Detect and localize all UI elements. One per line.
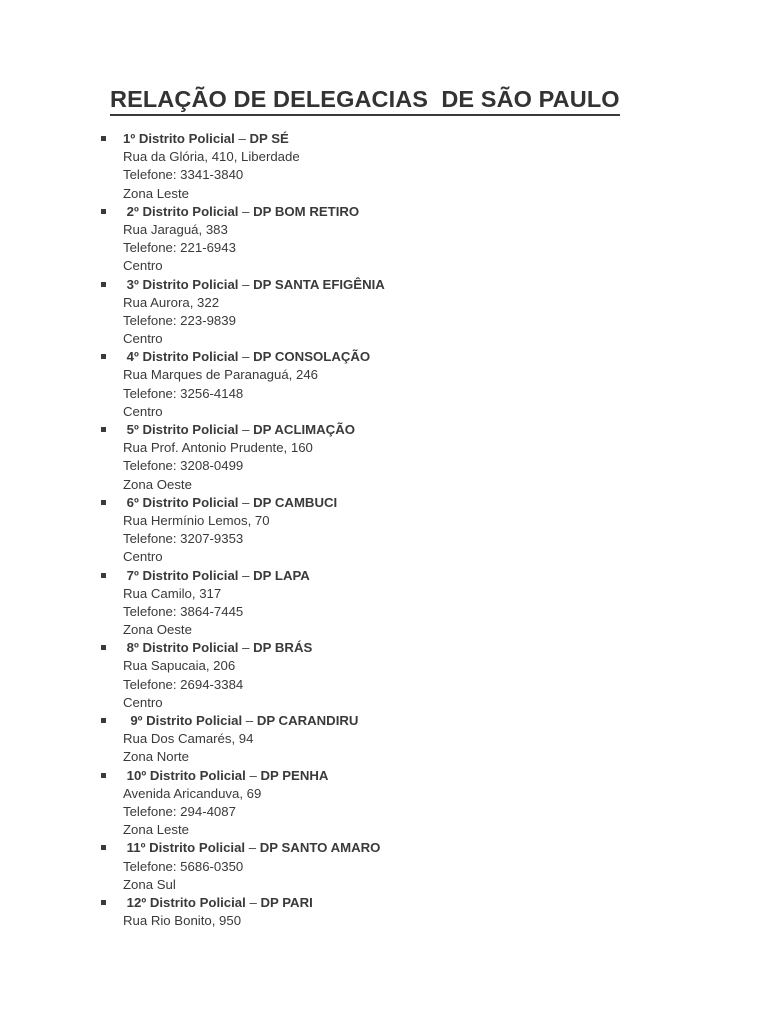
station-heading: 8º Distrito Policial – DP BRÁS: [123, 640, 313, 656]
list-item: [0, 348, 768, 421]
list-item: [0, 767, 768, 840]
district-label: 3º Distrito Policial: [123, 276, 239, 292]
station-name: DP CAMBUCI: [253, 494, 338, 510]
station-detail: Rua Hermínio Lemos, 70: [123, 512, 270, 528]
station-detail: Telefone: 5686-0350: [123, 858, 244, 874]
list-item: [0, 639, 768, 712]
station-name: DP PENHA: [260, 767, 329, 783]
station-detail: Centro: [123, 331, 163, 347]
station-detail: Rua Aurora, 322: [123, 294, 220, 310]
bullet-icon: [101, 645, 106, 650]
station-detail: Rua Sapucaia, 206: [123, 658, 236, 674]
station-name: DP BOM RETIRO: [253, 203, 360, 219]
bullet-icon: [101, 845, 106, 850]
station-detail: Rua Rio Bonito, 950: [123, 913, 242, 929]
station-heading: 3º Distrito Policial – DP SANTA EFIGÊNIA: [123, 276, 385, 292]
station-detail: Zona Oeste: [123, 476, 192, 492]
station-detail: Zona Oeste: [123, 622, 192, 638]
bullet-icon: [101, 718, 106, 723]
district-label: 11º Distrito Policial: [123, 840, 246, 856]
list-item: [0, 839, 768, 894]
station-detail: Zona Sul: [123, 876, 176, 892]
station-heading: 10º Distrito Policial – DP PENHA: [123, 767, 329, 783]
station-heading: 6º Distrito Policial – DP CAMBUCI: [123, 494, 338, 510]
station-name: DP SANTO AMARO: [259, 840, 381, 856]
station-name: DP PARI: [260, 894, 313, 910]
station-heading: 4º Distrito Policial – DP CONSOLAÇÃO: [123, 349, 371, 365]
bullet-icon: [101, 427, 106, 432]
police-station-list: [0, 130, 768, 930]
station-detail: Avenida Aricanduva, 69: [123, 785, 262, 801]
bullet-icon: [101, 500, 106, 505]
station-heading: 12º Distrito Policial – DP PARI: [123, 894, 313, 910]
station-name: DP BRÁS: [253, 640, 313, 656]
station-name: DP SÉ: [249, 131, 289, 146]
station-name: DP SANTA EFIGÊNIA: [253, 276, 385, 292]
district-label: 6º Distrito Policial: [123, 494, 239, 510]
bullet-icon: [101, 136, 106, 141]
district-label: 8º Distrito Policial: [123, 640, 239, 656]
district-label: 7º Distrito Policial: [123, 567, 239, 583]
bullet-icon: [101, 773, 106, 778]
list-item: [0, 494, 768, 567]
station-detail: Zona Leste: [123, 185, 189, 201]
district-label: 5º Distrito Policial: [123, 422, 239, 437]
station-detail: Telefone: 3208-0499: [123, 458, 244, 474]
station-detail: Centro: [123, 403, 163, 419]
station-detail: Telefone: 3256-4148: [123, 385, 244, 401]
list-item: [0, 203, 768, 276]
station-detail: Zona Leste: [123, 822, 189, 838]
station-name: DP CONSOLAÇÃO: [253, 349, 371, 365]
bullet-icon: [101, 282, 106, 287]
station-heading: 9º Distrito Policial – DP CARANDIRU: [123, 713, 359, 728]
station-detail: Telefone: 3207-9353: [123, 531, 244, 547]
bullet-icon: [101, 573, 106, 578]
station-name: DP CARANDIRU: [256, 713, 359, 728]
station-name: DP ACLIMAÇÃO: [253, 422, 355, 437]
list-item: [0, 894, 768, 930]
list-item: [0, 712, 768, 767]
station-detail: Telefone: 2694-3384: [123, 676, 244, 692]
document-title: RELAÇÃO DE DELEGACIAS DE SÃO PAULO: [110, 84, 620, 116]
station-detail: Telefone: 294-4087: [123, 803, 236, 819]
list-item: [0, 130, 768, 203]
station-detail: Rua Dos Camarés, 94: [123, 731, 254, 747]
station-detail: Telefone: 221-6943: [123, 240, 236, 256]
district-label: 12º Distrito Policial: [123, 894, 246, 910]
bullet-icon: [101, 354, 106, 359]
station-detail: Telefone: 3341-3840: [123, 167, 244, 183]
station-detail: Telefone: 223-9839: [123, 312, 236, 328]
station-detail: Rua Prof. Antonio Prudente, 160: [123, 440, 313, 456]
station-detail: Rua da Glória, 410, Liberdade: [123, 149, 300, 165]
station-heading: 7º Distrito Policial – DP LAPA: [123, 567, 310, 583]
station-detail: Centro: [123, 549, 163, 565]
station-detail: Rua Camilo, 317: [123, 585, 222, 601]
district-label: 9º Distrito Policial: [123, 713, 243, 728]
bullet-icon: [101, 209, 106, 214]
station-detail: Telefone: 3864-7445: [123, 603, 244, 619]
station-heading: 1º Distrito Policial – DP SÉ: [123, 131, 289, 146]
station-name: DP LAPA: [253, 567, 310, 583]
bullet-icon: [101, 900, 106, 905]
list-item: [0, 567, 768, 640]
station-detail: Zona Norte: [123, 749, 189, 765]
district-label: 10º Distrito Policial: [123, 767, 246, 783]
list-item: [0, 421, 768, 494]
station-detail: Rua Jaraguá, 383: [123, 221, 228, 237]
station-detail: Centro: [123, 258, 163, 274]
station-detail: Centro: [123, 694, 163, 710]
district-label: 4º Distrito Policial: [123, 349, 239, 365]
station-heading: 11º Distrito Policial – DP SANTO AMARO: [123, 840, 381, 856]
station-heading: 2º Distrito Policial – DP BOM RETIRO: [123, 203, 360, 219]
district-label: 1º Distrito Policial: [123, 131, 235, 146]
list-item: [0, 276, 768, 349]
district-label: 2º Distrito Policial: [123, 203, 239, 219]
station-detail: Rua Marques de Paranaguá, 246: [123, 367, 319, 383]
station-heading: 5º Distrito Policial – DP ACLIMAÇÃO: [123, 422, 355, 437]
